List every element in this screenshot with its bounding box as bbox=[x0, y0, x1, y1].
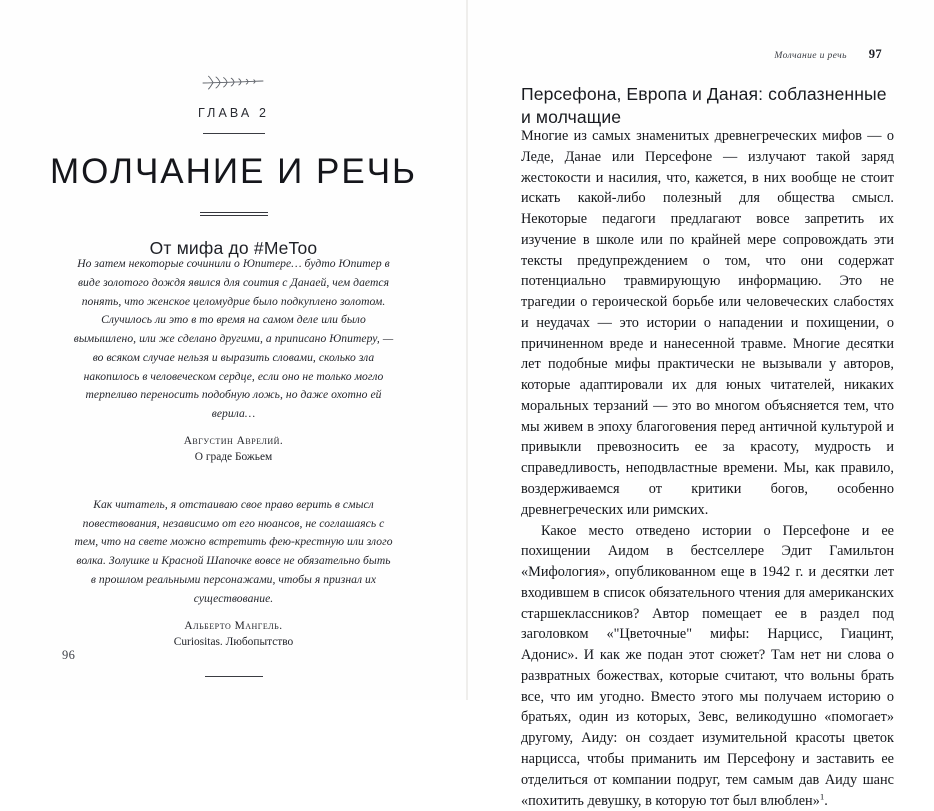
epigraph-2 bbox=[74, 496, 394, 651]
folio-right: 97 bbox=[868, 47, 882, 61]
epigraph-work: Curiositas. Любопытство bbox=[173, 635, 294, 648]
epigraph-1 bbox=[74, 255, 394, 466]
epigraph-author: Альберто Мангель. bbox=[184, 619, 283, 632]
epigraph-group bbox=[0, 255, 467, 677]
epigraph-author: Августин Аврелий. bbox=[183, 435, 284, 448]
body-paragraph bbox=[521, 521, 894, 811]
paragraph-period: . bbox=[824, 792, 828, 809]
chapter-opener bbox=[0, 72, 467, 259]
section-heading: Персефона, Европа и Даная: соблазненные и молчащие bbox=[521, 83, 887, 127]
chapter-rule-top bbox=[203, 133, 265, 134]
epigraph-rule-bottom bbox=[205, 676, 263, 677]
epigraph-source bbox=[74, 433, 394, 466]
epigraph-spacer bbox=[0, 466, 467, 496]
epigraph-work: О граде Божьем bbox=[194, 451, 273, 464]
epigraph-text: Как читатель, я отстаиваю свое право верить в смысл повествования, независимо от его нюансов, не соглашаясь с тем, что на свете можно встретить фею-крестную или злого волка. Золушке и Красной Шапочке вовсе не обязательно быть в прошлом реальными персонажами, чтобы я признал их существование. bbox=[74, 497, 393, 605]
right-page bbox=[467, 0, 934, 809]
body-paragraph: Многие из самых знаменитых древнегреческих мифов — о Леде, Данае или Персефоне — излучают такой заряд жестокости и насилия, что, кажется, в них вообще не стоит искать какой-либо полезный для общества смысл. Некоторые педагоги предлагают вовсе запретить их изучение в школе или по крайней мере сопровождать эти тексты предупреждением о том, что они содержат потенциально травмирующую информацию. Это не трагедии о героической борьбе или человеческих слабостях и неудачах — это истории о нападении и похищении, о причиненном вреде и нанесенной травме. Многие десятки лет подобные мифы практически не вызывали у авторов, которые адаптировали их для юных читателей, никаких моральных терзаний — это во многом объясняется тем, что мы живем в эпоху благоговения перед античной культурой и привыкли превозносить ее за красоту, мудрость и справедливость, неподвластные времени. Мы, как правило, воздерживаемся от критики богов, особенно древнегреческих или римских. bbox=[521, 128, 894, 518]
running-head-title: Молчание и речь bbox=[774, 50, 847, 61]
epigraph-source bbox=[74, 618, 394, 651]
chapter-label: ГЛАВА 2 bbox=[198, 106, 269, 120]
footnote-marker: 1 bbox=[819, 790, 825, 801]
chapter-rule-double bbox=[200, 212, 268, 216]
folio-left: 96 bbox=[62, 648, 76, 662]
left-page bbox=[0, 0, 467, 700]
laurel-branch-ornament bbox=[199, 72, 269, 94]
body-paragraph-text: Какое место отведено истории о Персефоне и ее похищении Аидом в бестселлере Эдит Гамильтон «Мифология», опубликованном еще в 1942 г. и десятки лет входившем в список обязательного чтения для американских старшеклассников? Автор помещает ее в раздел под заголовком «"Цветочные" мифы: Нарцисс, Гиацинт, Адонис». И как же подан этот сюжет? Там нет ни слова о развратных божествах, которые считают, что вольны брать все, что им угодно. Вместо этого мы получаем историю о братьях, один из которых, Зевс, великодушно «помогает» другому, Аиду: он создает изумительной красоты цветок нарцисса, чтобы приманить им Персефону и заставить ее отделиться от компании подруг, тем самым дав Аиду шанс «похитить девушку, в которую тот был влюблен» bbox=[521, 522, 894, 809]
epigraph-text: Но затем некоторые сочинили о Юпитере… будто Юпитер в виде золотого дождя явился для соития с Данаей, чем дается понять, что женское целомудрие было подкуплено золотом. Случилось ли это в то время на самом деле или было вымышлено, или же сделано другими, а приписано Юпитеру, — во всяком случае нельзя и выразить словами, сколько зла накопилось в человеческом сердце, если оно не только могло терпеливо переносить подобную ложь, но даже охотно ей верила… bbox=[73, 257, 394, 421]
chapter-title: МОЛЧАНИЕ И РЕЧЬ bbox=[50, 152, 417, 191]
chapter-subtitle: От мифа до #MeToo bbox=[149, 237, 318, 258]
running-head bbox=[521, 47, 882, 62]
body-text-column bbox=[521, 126, 894, 811]
